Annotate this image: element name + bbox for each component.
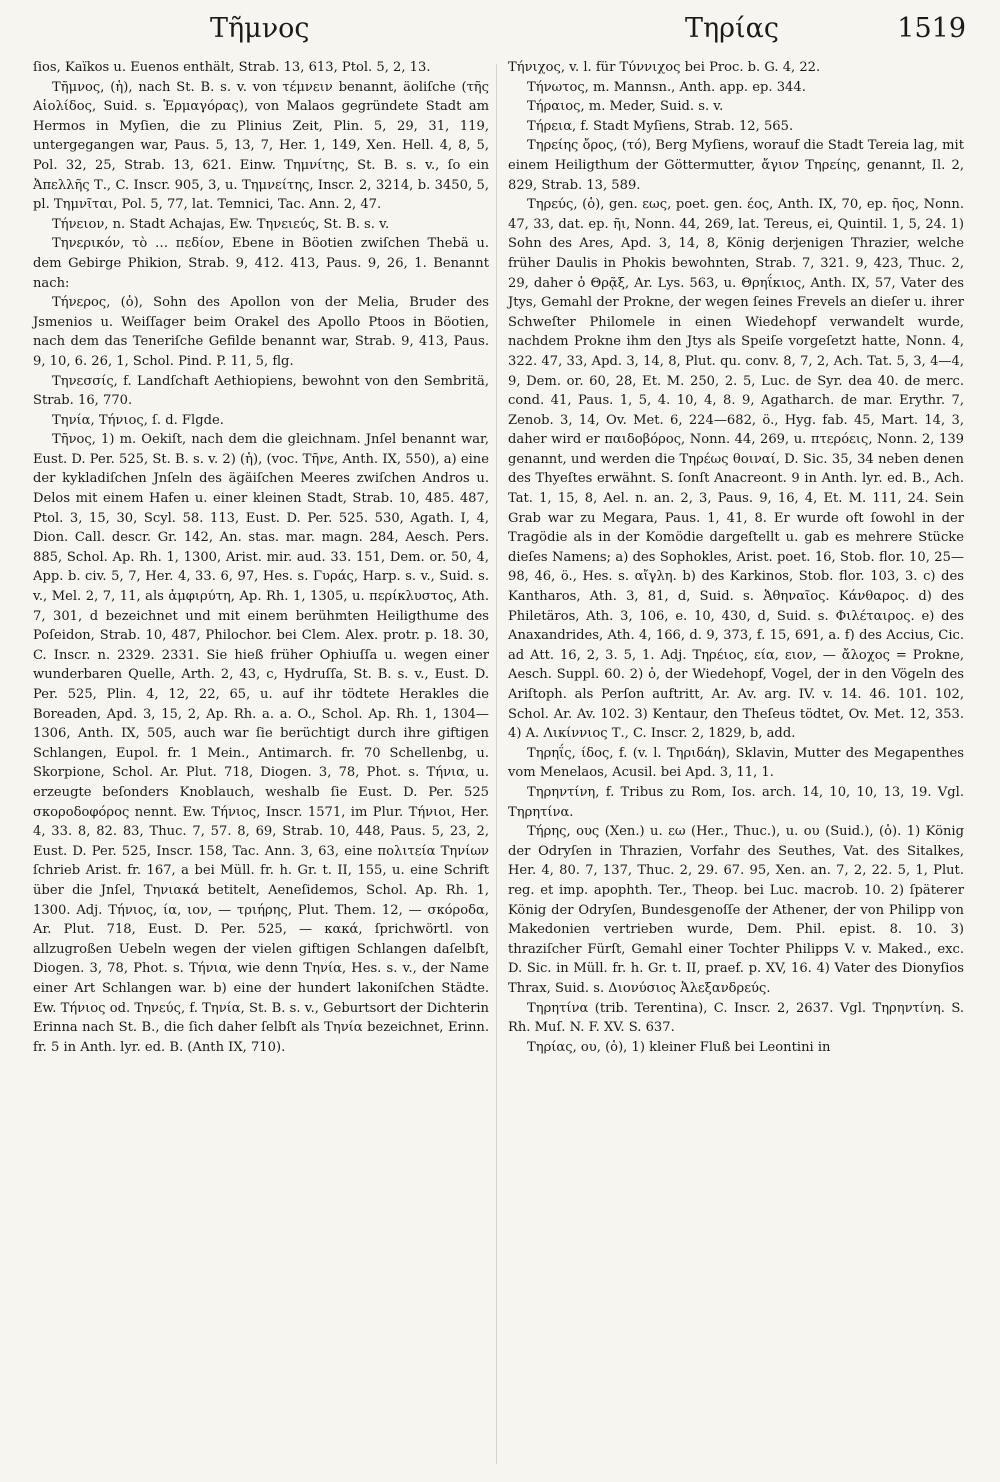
entry: ſios, Kaïkos u. Euenos enthält, Strab. 13, 613, Ptol. 5, 2, 13. <box>33 60 431 75</box>
page-header <box>0 8 1000 54</box>
entry: Τηρητίνα (trib. Terentina), C. Inscr. 2, 2637. Vgl. Τηρηντίνη. S. Rh. Muſ. N. F. XV. S. 637. <box>508 1000 964 1036</box>
entry: Τῆμνος, (ἡ), nach St. B. s. v. von τέμνειν benannt, äoliſche (τῆς Αἰολίδος, Suid. s. Ἑρμαγόρας), von Malaos gegründete Stadt am Hermos in Myſien, die zu Plinius Zeit, Plin. 5, 29, 31, 119, untergegangen war, Paus. 5, 13, 7, Her. 1, 149, Xen. Hell. 4, 8, 5, Pol. 32, 25, Strab. 13, 621. Einw. Τημνίτης, St. B. s. v., ſo ein Ἀπελλῆς Τ., C. Inscr. 905, 3, u. Τημνείτης, Inscr. 2, 3214, b. 3450, 5, pl. Τημνῖται, Pol. 5, 77, lat. Temnici, Tac. Ann. 2, 47. <box>33 79 489 213</box>
entry: Τηνεσσίς, f. Landſchaft Aethiopiens, bewohnt von den Sembritä, Strab. 16, 770. <box>33 373 489 409</box>
entry: Τηρείης ὄρος, (τό), Berg Myſiens, worauf die Stadt Tereia lag, mit einem Heiligthum der Göttermutter, ἄγιον Τηρείης, genannt, Il. 2, 829, Strab. 13, 589. <box>508 138 964 193</box>
entry: Τήνερος, (ὁ), Sohn des Apollon von der Melia, Bruder des Jsmenios u. Weiſſager beim Orakel des Apollo Ptoos in Böotien, nach dem das Teneriſche Gefilde benannt war, Strab. 9, 413, Paus. 9, 10, 6. 26, 1, Schol. Pind. P. 11, 5, flg. <box>33 295 489 369</box>
entry: Τήνιχος, v. l. für Τύννιχος bei Proc. b. G. 4, 22. <box>508 60 821 75</box>
entry: Τήρης, ους (Xen.) u. εω (Her., Thuc.), u. ου (Suid.), (ὁ). 1) König der Odryſen in Thrazien, Vorfahr des Seuthes, Vat. des Sitalkes, Her. 4, 80. 7, 137, Thuc. 2, 29. 67. 95, Xen. an. 7, 2, 22. 5, 1, Plut. reg. et imp. apophth. Ter., Theop. bei Luc. macrob. 10. 2) ſpäterer König der Odryſen, Bundesgenoſſe der Athener, der von Philipp von Makedonien vertrieben wurde, Dem. Phil. epist. 8. 10. 3) thraziſcher Fürſt, Gemahl einer Tochter Philipps V. v. Maked., exc. D. Sic. in Müll. fr. h. Gr. t. II, praef. p. XV, 16. 4) Vater des Dionyſios Thrax, Suid. s. Διονύσιος Ἀλεξανδρεύς. <box>508 824 964 996</box>
running-headword-right: Τηρίας <box>685 13 779 44</box>
entry: Τήρεια, f. Stadt Myſiens, Strab. 12, 565. <box>527 118 794 134</box>
entry: Τηρηΐς, ίδος, f. (v. l. Τηριδάη), Sklavin, Mutter des Megapenthes vom Menelaos, Acusil. bei Apd. 3, 11, 1. <box>508 745 964 781</box>
entry: Τηρηντίνη, f. Tribus zu Rom, Ios. arch. 14, 10, 10, 13, 19. Vgl. Τηρητίνα. <box>508 784 964 820</box>
left-column <box>33 58 489 1057</box>
entry: Τηνία, Τήνιος, ſ. d. Flgde. <box>52 412 224 428</box>
right-column <box>508 58 964 1057</box>
entry: Τηνερικόν, τὸ … πεδίον, Ebene in Böotien zwiſchen Thebä u. dem Gebirge Phikion, Strab. 9, 412. 413, Paus. 9, 26, 1. Benannt nach: <box>33 236 489 291</box>
running-headword-left: Τῆμνος <box>210 13 310 44</box>
entry: Τήνωτος, m. Mannsn., Anth. app. ep. 344. <box>527 79 806 95</box>
entry: Τήνειον, n. Stadt Achajas, Ew. Τηνειεύς, St. B. s. v. <box>52 216 390 232</box>
entry: Τήραιος, m. Meder, Suid. s. v. <box>527 99 724 115</box>
page-number: 1519 <box>897 13 966 44</box>
entry: Τηρίας, ου, (ὁ), 1) kleiner Fluß bei Leontini in <box>527 1039 831 1055</box>
entry: Τηρεύς, (ὁ), gen. εως, poet. gen. έος, Anth. IX, 70, ep. ῆος, Nonn. 47, 33, dat. ep. ῆι, Nonn. 44, 269, lat. Tereus, ei, Quintil. 1, 5, 24. 1) Sohn des Ares, Apd. 3, 14, 8, König derjenigen Thrazier, welche früher Daulis in Phokis bewohnten, Strab. 7, 321. 9, 423, Thuc. 2, 29, daher ὁ Θρᾷξ, Ar. Lys. 563, u. Θρηΐκιος, Anth. IX, 57, Vater des Jtys, Gemahl der Prokne, der wegen ſeines Frevels an dieſer u. ihrer Schweſter Philomele in einen Wiedehopf verwandelt wurde, nachdem Prokne ihm den Jtys als Speiſe vorgeſetzt hatte, Nonn. 4, 322. 47, 33, Apd. 3, 14, 8, Plut. qu. conv. 8, 7, 2, Ach. Tat. 5, 3, 4—4, 9, Dem. or. 60, 28, Et. M. 250, 2. 5, Luc. de Syr. dea 40. de merc. cond. 41, Paus. 1, 5, 4. 10, 4, 8. 9, Agatharch. de mar. Erythr. 7, Zenob. 3, 14, Ov. Met. 6, 224—682, ö., Hyg. fab. 45, Mart. 14, 3, daher wird er παιδοβόρος, Nonn. 44, 269, u. πτερόεις, Nonn. 2, 139 genannt, und werden die Τηρέως θοιναί, D. Sic. 35, 34 neben denen des Thyeſtes erwähnt. S. ſonſt Anacreont. 9 in Anth. lyr. ed. B., Ach. Tat. 1, 15, 8, Ael. n. an. 2, 3, Paus. 9, 16, 4, Et. M. 111, 24. Sein Grab war zu Megara, Paus. 1, 41, 8. Er wurde oft ſowohl in der Tragödie als in der Komödie dargeſtellt u. gab es mehrere Stücke dieſes Namens; a) des Sophokles, Arist. poet. 16, Stob. flor. 10, 25—98, 46, ö., Hes. s. αἴγλη. b) des Karkinos, Stob. flor. 103, 3. c) des Kantharos, Ath. 3, 81, d, Suid. s. Ἀθηναῖος. Κάνθαρος. d) des Philetäros, Ath. 3, 106, e. 10, 430, d, Suid. s. Φιλέταιρος. e) des Anaxandrides, Ath. 4, 166, d. 9, 373, f. 15, 691, a. f) des Accius, Cic. ad Att. 16, 2, 3. 5, 1. Adj. Τηρέιος, εία, ειον, — ἄλοχος = Prokne, Aesch. Suppl. 60. 2) ὁ, der Wiedehopf, Vogel, der in den Vögeln des Ariſtoph. als Perſon auftritt, Ar. Av. arg. IV. v. 14. 46. 101. 102, Schol. Ar. Av. 102. 3) Kentaur, den Theſeus tödtet, Ov. Met. 12, 353. 4) Α. Λικίννιος Τ., C. Inscr. 2, 1829, b, add. <box>508 197 964 742</box>
column-gutter <box>496 64 497 1464</box>
entry: Τῆνος, 1) m. Oekiſt, nach dem die gleichnam. Jnſel benannt war, Eust. D. Per. 525, St. B. s. v. 2) (ἡ), (voc. Τῆνε, Anth. IX, 550), a) eine der kykladiſchen Jnſeln des ägäiſchen Meeres zwiſchen Andros u. Delos mit einem Hafen u. einer kleinen Stadt, Strab. 10, 485. 487, Ptol. 3, 15, 30, Scyl. 58. 113, Eust. D. Per. 525. 530, Agath. I, 4, Dion. Call. descr. Gr. 142, An. stas. mar. magn. 284, Aesch. Pers. 885, Schol. Ap. Rh. 1, 1300, Arist. mir. aud. 33. 151, Dem. or. 50, 4, App. b. civ. 5, 7, Her. 4, 33. 6, 97, Hes. s. Γυράς, Harp. s. v., Suid. s. v., Mel. 2, 7, 11, als ἀμφιρύτη, Ap. Rh. 1, 1305, u. περίκλυστος, Ath. 7, 301, d bezeichnet und mit einem berühmten Heiligthume des Poſeidon, Strab. 10, 487, Philochor. bei Clem. Alex. protr. p. 18. 30, C. Inscr. n. 2329. 2331. Sie hieß früher Ophiuſſa u. wegen einer wunderbaren Quelle, Arth. 2, 43, c, Hydruſſa, St. B. s. v., Eust. D. Per. 525, Plin. 4, 12, 22, 65, u. auf ihr tödtete Herakles die Boreaden, Apd. 3, 15, 2, Ap. Rh. a. a. O., Schol. Ap. Rh. 1, 1304—1306, Anth. IX, 505, auch war ſie berüchtigt durch ihre giftigen Schlangen, Eupol. fr. 1 Mein., Antimarch. fr. 70 Schellenbg, u. Skorpione, Schol. Ar. Plut. 718, Diogen. 3, 78, Phot. s. Τήνια, u. erzeugte beſonders Knoblauch, weshalb ſie Eust. D. Per. 525 σκοροδοφόρος nennt. Ew. Τήνιος, Inscr. 1571, im Plur. Τήνιοι, Her. 4, 33. 8, 82. 83, Thuc. 7, 57. 8, 69, Strab. 10, 448, Paus. 5, 23, 2, Eust. D. Per. 525, Inscr. 158, Tac. Ann. 3, 63, eine πολιτεία Τηνίων ſchrieb Arist. fr. 167, a bei Müll. fr. h. Gr. t. II, 155, u. eine Schrift über die Jnſel, Τηνιακά betitelt, Aeneſidemos, Schol. Ap. Rh. 1, 1300. Adj. Τήνιος, ία, ιον, — τριήρης, Plut. Them. 12, — σκόροδα, Ar. Plut. 718, Eust. D. Per. 525, — κακά, ſprichwörtl. von allzugroßen Uebeln wegen der vielen giftigen Schlangen daſelbſt, Diogen. 3, 78, Phot. s. Τήνια, wie denn Τηνία, Hes. s. v., der Name einer Art Schlangen war. b) eine der hundert lakoniſchen Städte. Ew. Τήνιος od. Τηνεύς, f. Τηνία, St. B. s. v., Geburtsort der Dichterin Erinna nach St. B., die ſich daher ſelbſt als Τηνία bezeichnet, Erinn. fr. 5 in Anth. lyr. ed. B. (Anth IX, 710). <box>33 432 489 1055</box>
